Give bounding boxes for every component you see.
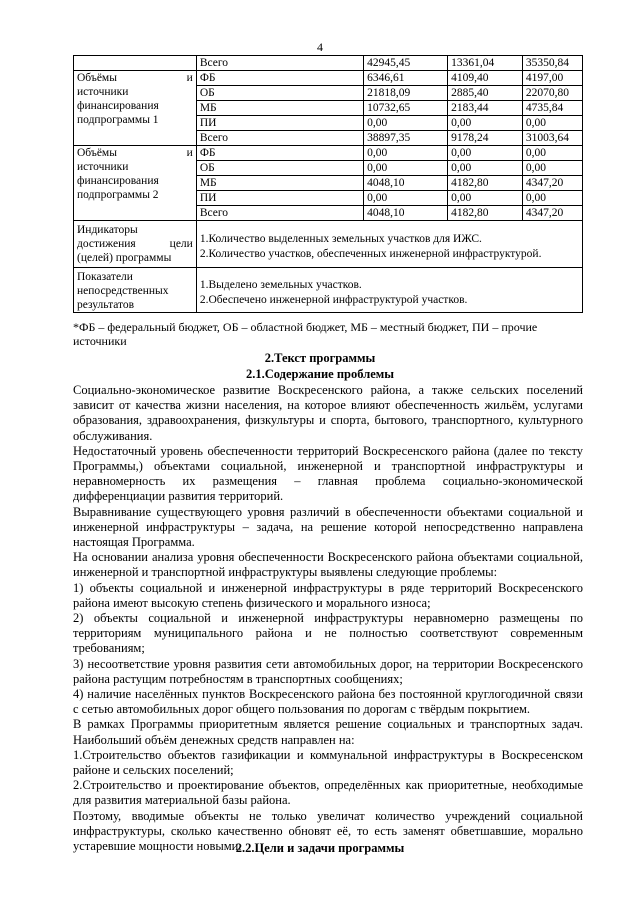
paragraph: 1.Строительство объектов газификации и коммунальной инфраструктуры в Воскресенском районе и сельских поселений; (73, 747, 583, 778)
indicator-item: 2.Количество участков, обеспеченных инженерной инфраструктурой. (199, 248, 542, 260)
table-row (74, 146, 583, 161)
paragraph: Социально-экономическое развитие Воскресенского района, а также сельских поселений зависит от качества жизни населения, на которое влияют обеспеченность жильём, услугами образования, здравоохранения, физкультуры и спорта, бытового, транспортного, культурного обслуживания. (73, 383, 583, 443)
financing-table (73, 55, 583, 313)
value-cell: 0,00 (448, 161, 523, 176)
value-cell: 0,00 (522, 161, 582, 176)
value-cell: 0,00 (364, 191, 448, 206)
subsection-title: 2.1.Содержание проблемы (245, 367, 395, 381)
paragraph: 2.Строительство и проектирование объектов, определённых как приоритетные, необходимые для развития материальной базы района. (73, 778, 583, 808)
value-cell: 2183,44 (448, 101, 523, 116)
paragraph: На основании анализа уровня обеспеченности Воскресенского района объектами социальной, инженерной и транспортной инфраструктуры выявлены следующие проблемы: (73, 550, 583, 580)
value-cell: 0,00 (522, 116, 582, 131)
results-label: Показатели непосредственных результатов (74, 268, 197, 313)
result-item: 1.Выделено земельных участков. (199, 279, 362, 291)
value-cell: 42945,45 (364, 56, 448, 71)
value-cell: 2885,40 (448, 86, 523, 101)
results-list (196, 268, 582, 313)
paragraph: Выравнивание существующего уровня различий в обеспеченности объектами социальной и инженерной инфраструктуры – задача, на решение которой непосредственно направлена настоящая Программа. (73, 504, 583, 550)
value-cell: 0,00 (448, 116, 523, 131)
value-cell: 22070,80 (522, 86, 582, 101)
source-name: МБ (196, 176, 363, 191)
label-line: подпрограммы 1 (77, 114, 159, 126)
value-cell: 4048,10 (364, 176, 448, 191)
value-cell: 4109,40 (448, 71, 523, 86)
source-name: Всего (196, 56, 363, 71)
table-row (74, 221, 583, 268)
value-cell: 10732,65 (364, 101, 448, 116)
label-line: источники (77, 86, 129, 98)
value-cell: 6346,61 (364, 71, 448, 86)
subprogram1-label (74, 71, 197, 146)
table-row (74, 56, 583, 71)
value-cell: 0,00 (448, 191, 523, 206)
paragraph: 3) несоответствие уровня развития сети автомобильных дорог, на территории Воскресенского района растущим потребностям в транспортных сообщениях; (73, 656, 583, 686)
table-row (74, 268, 583, 313)
source-name: Всего (196, 131, 363, 146)
indicators-label: Индикаторы достижения цели (целей) программы (74, 221, 197, 268)
value-cell: 21818,09 (364, 86, 448, 101)
label-line: Объёмы и (77, 72, 193, 84)
value-cell: 0,00 (448, 146, 523, 161)
value-cell: 4048,10 (364, 206, 448, 221)
next-subsection-title: 2.2.Цели и задачи программы (235, 841, 405, 855)
value-cell: 0,00 (522, 191, 582, 206)
source-name: МБ (196, 101, 363, 116)
body-text (73, 383, 583, 854)
paragraph: Поэтому, вводимые объекты не только увеличат количество учреждений социальной инфраструктуры, сколько качественно обновят её, то есть заменят обветшавшие, морально устаревшие мощности новыми. (73, 808, 583, 854)
label-line: финансирования (77, 100, 159, 112)
value-cell: 0,00 (522, 146, 582, 161)
subprogram2-label (74, 146, 197, 221)
value-cell: 4197,00 (522, 71, 582, 86)
source-name: ФБ (196, 146, 363, 161)
value-cell: 35350,84 (522, 56, 582, 71)
value-cell: 9178,24 (448, 131, 523, 146)
table-cell (74, 56, 197, 71)
value-cell: 38897,35 (364, 131, 448, 146)
label-line: источники (77, 161, 129, 173)
paragraph: Недостаточный уровень обеспеченности территорий Воскресенского района (далее по тексту Программы,) объектами социальной, инженерной и транспортной инфраструктуры и неравномерность их размещения – главная проблема социально-экономической дифференциации развития территорий. (73, 443, 583, 504)
section-title: 2.Текст программы (264, 351, 376, 365)
value-cell: 4735,84 (522, 101, 582, 116)
source-name: ОБ (196, 161, 363, 176)
label-line: подпрограммы 2 (77, 189, 159, 201)
indicators-list (196, 221, 582, 268)
value-cell: 13361,04 (448, 56, 523, 71)
value-cell: 0,00 (364, 146, 448, 161)
source-name: ПИ (196, 191, 363, 206)
source-name: ПИ (196, 116, 363, 131)
footnote: *ФБ – федеральный бюджет, ОБ – областной бюджет, МБ – местный бюджет, ПИ – прочие источники (73, 320, 538, 348)
label-line: финансирования (77, 175, 159, 187)
value-cell: 4182,80 (448, 206, 523, 221)
value-cell: 4182,80 (448, 176, 523, 191)
result-item: 2.Обеспечено инженерной инфраструктурой участков. (199, 294, 468, 306)
source-name: ОБ (196, 86, 363, 101)
table-row (74, 71, 583, 86)
page-number: 4 (317, 40, 323, 54)
source-name: Всего (196, 206, 363, 221)
paragraph: В рамках Программы приоритетным является решение социальных и транспортных задач. Наибольший объём денежных средств направлен на: (73, 717, 583, 747)
source-name: ФБ (196, 71, 363, 86)
paragraph: 1) объекты социальной и инженерной инфраструктуры в ряде территорий Воскресенского района имеют высокую степень физического и морального износа; (73, 580, 583, 610)
label-line: Объёмы и (77, 147, 193, 159)
indicator-item: 1.Количество выделенных земельных участков для ИЖС. (199, 233, 482, 245)
paragraph: 4) наличие населённых пунктов Воскресенского района без постоянной круглогодичной связи с сетью автомобильных дорог общего пользования по дорогам с твёрдым покрытием. (73, 687, 583, 717)
value-cell: 0,00 (364, 116, 448, 131)
value-cell: 4347,20 (522, 206, 582, 221)
value-cell: 0,00 (364, 161, 448, 176)
value-cell: 31003,64 (522, 131, 582, 146)
paragraph: 2) объекты социальной и инженерной инфраструктуры неравномерно размещены по территориям муниципального района и не полностью соответствуют современным требованиям; (73, 611, 583, 656)
value-cell: 4347,20 (522, 176, 582, 191)
